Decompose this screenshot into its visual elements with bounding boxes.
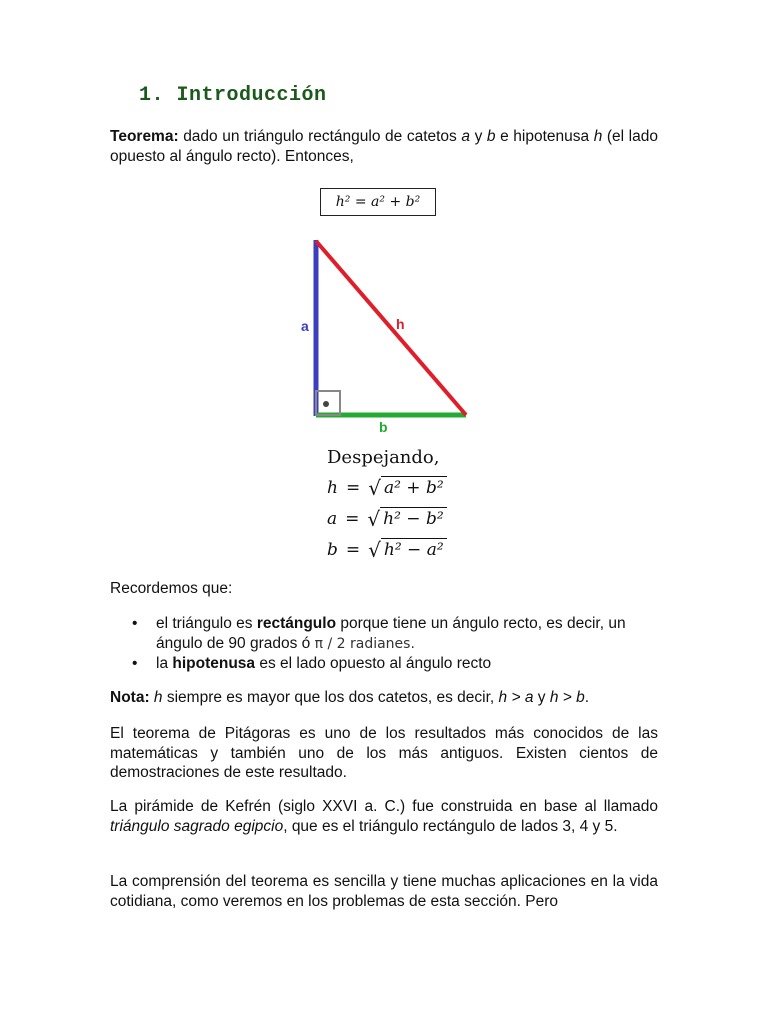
radicand: h² − a² <box>381 538 447 562</box>
label-b: b <box>379 419 388 435</box>
recordemos-text: Recordemos que: <box>110 580 233 597</box>
equation-lhs: b <box>327 540 338 560</box>
pitagoras-paragraph: El teorema de Pitágoras es uno de los resultados más conocidos de las matemáticas y también uno de los más antiguos. Existen cientos de demostraciones de este resultado. <box>110 725 658 781</box>
var-a: a <box>461 128 470 145</box>
comprension-paragraph: La comprensión del teorema es sencilla y tiene muchas aplicaciones en la vida cotidiana, como veremos en los problemas de esta sección. Pero <box>110 873 658 910</box>
note-text: . <box>584 689 590 706</box>
theorem-text: dado un triángulo rectángulo de catetos <box>178 128 462 145</box>
paragraph-text: , que es el triángulo rectángulo de lados 3, 4 y 5. <box>283 817 618 835</box>
note-label: Nota: <box>110 689 150 706</box>
bullet-bold: rectángulo <box>256 615 337 632</box>
section-title: Introducción <box>176 84 327 107</box>
bullet-text: porque tiene un ángulo recto, es decir, un ángulo de 90 grados ó <box>156 615 626 652</box>
bullet-list <box>110 614 670 674</box>
solving-title: Despejando, <box>327 447 440 468</box>
note-text: siempre es mayor que los dos catetos, es decir, <box>162 689 499 706</box>
section-number: 1. <box>139 84 165 107</box>
bullet-bold: hipotenusa <box>172 655 256 672</box>
bullet-icon: • <box>132 655 138 672</box>
list-item <box>110 614 670 654</box>
sqrt-symbol: √ h² − a² <box>368 538 447 562</box>
right-angle-dot <box>323 401 329 407</box>
theorem-text: (el lado opuesto al ángulo recto). Entonces, <box>110 128 658 165</box>
bullet-text: es el lado opuesto al ángulo recto <box>255 655 492 672</box>
equation-operator: = <box>345 509 360 529</box>
boxed-formula: h² = a² + b² <box>320 188 436 216</box>
bullet-text: la <box>156 655 173 672</box>
note-text: y <box>533 689 550 706</box>
label-a: a <box>301 318 309 334</box>
var-h: h <box>153 689 163 706</box>
equation-operator: = <box>345 540 361 560</box>
theorem-text: e hipotenusa <box>495 128 594 145</box>
equation-a <box>327 505 447 533</box>
equation-lhs: a <box>327 509 338 529</box>
pi-radians: π / 2 radianes. <box>314 635 415 652</box>
var-b: b <box>486 128 496 145</box>
bullet-icon: • <box>132 615 138 632</box>
paragraph-text: La pirámide de Kefrén (siglo XXVI a. C.) fue construida en base al llamado <box>110 798 658 815</box>
radicand: h² − b² <box>380 507 447 531</box>
label-h: h <box>396 316 405 332</box>
hypotenuse-line <box>316 241 466 415</box>
equation-operator: = <box>345 478 361 498</box>
solved-equations <box>327 474 447 564</box>
bullet-text: el triángulo es <box>156 615 257 632</box>
var-h: h <box>593 128 603 145</box>
italic-term: triángulo sagrado egipcio <box>110 817 284 835</box>
inequality: h > a <box>498 689 534 706</box>
kefren-paragraph <box>110 797 658 836</box>
equation-b <box>327 536 447 564</box>
inequality: h > b <box>549 689 585 706</box>
sqrt-symbol: √ h² − b² <box>367 507 446 531</box>
theorem-text: y <box>470 128 487 145</box>
equation-h <box>327 474 447 502</box>
sqrt-symbol: √ a² + b² <box>368 476 446 500</box>
theorem-label: Teorema: <box>110 128 179 145</box>
equation-lhs: h <box>327 478 338 498</box>
note-paragraph <box>110 688 658 708</box>
radicand: a² + b² <box>381 476 447 500</box>
list-item <box>110 654 670 674</box>
